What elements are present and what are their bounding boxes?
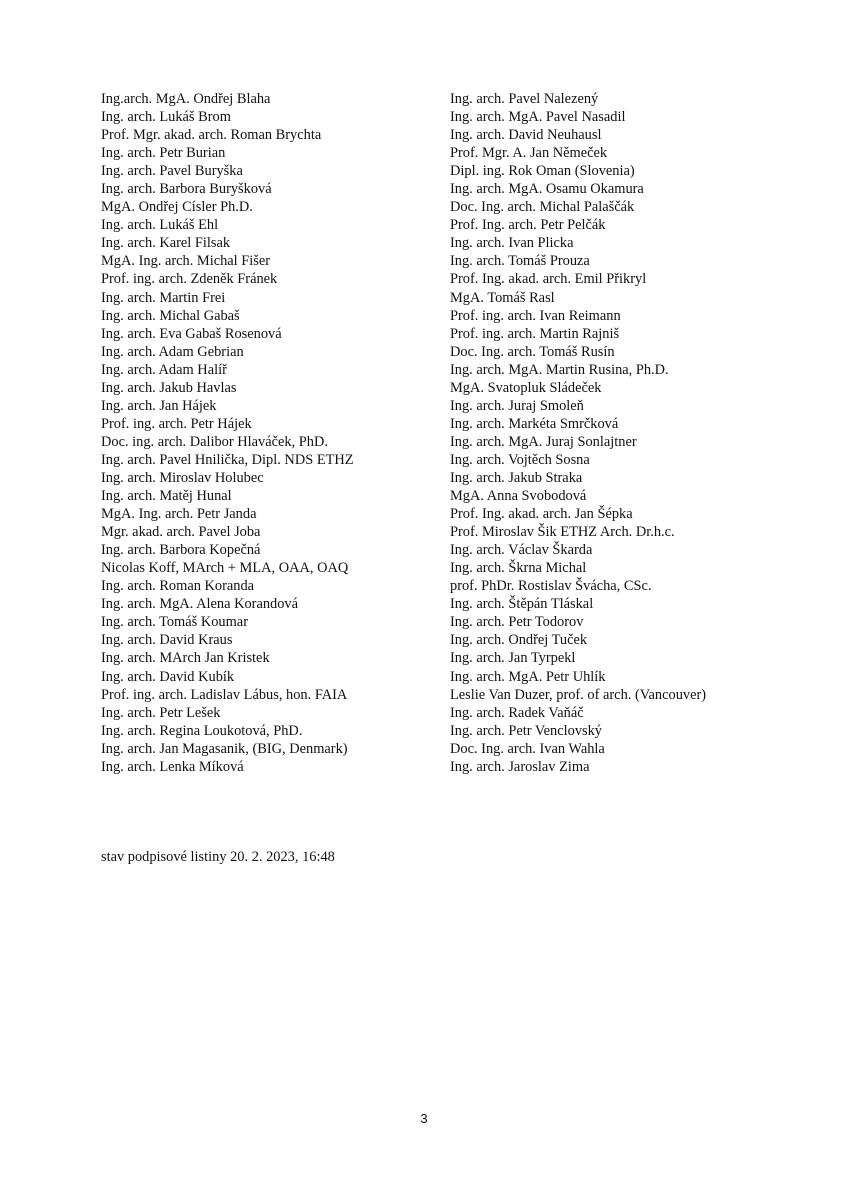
signatory-name: Ing. arch. Pavel Buryška — [101, 163, 243, 180]
signatory-name: Ing. arch. Petr Burian — [101, 145, 226, 162]
signatory-name: Ing. arch. Roman Koranda — [101, 578, 255, 595]
signatory-name: Prof. ing. arch. Petr Hájek — [101, 415, 252, 432]
signatory-name: Ing. arch. MgA. Petr Uhlík — [450, 668, 606, 685]
signatory-name: Ing. arch. Lukáš Brom — [101, 109, 231, 126]
signatory-name: Ing. arch. Miroslav Holubec — [101, 469, 264, 486]
signatory-name: Ing. arch. Petr Venclovský — [450, 722, 602, 739]
signatory-name: Ing. arch. David Kraus — [101, 632, 233, 649]
signatory-name: Prof. ing. arch. Ivan Reimann — [450, 307, 621, 324]
signatory-name: MgA. Svatopluk Sládeček — [450, 379, 602, 396]
signatory-list-right — [450, 90, 830, 776]
signatory-name: prof. PhDr. Rostislav Švácha, CSc. — [450, 578, 652, 595]
signatory-name: Ing. arch. Regina Loukotová, PhD. — [101, 722, 303, 739]
signatory-name: Ing. arch. Jan Hájek — [101, 397, 217, 414]
signatory-name: Prof. Miroslav Šik ETHZ Arch. Dr.h.c. — [450, 524, 675, 541]
signatory-name: Ing. arch. Jan Tyrpekl — [450, 650, 576, 667]
signatory-name: Ing. arch. MgA. Osamu Okamura — [450, 181, 644, 198]
page-number: 3 — [420, 1111, 428, 1126]
signatory-name: MgA. Ing. arch. Petr Janda — [101, 506, 257, 523]
signatory-list-left — [101, 90, 441, 776]
signatory-name: Ing. arch. Tomáš Koumar — [101, 614, 248, 631]
signatory-name: Doc. Ing. arch. Tomáš Rusín — [450, 343, 615, 360]
signatory-name: Ing. arch. Václav Škarda — [450, 542, 593, 559]
signatory-name: Ing. arch. Pavel Hnilička, Dipl. NDS ETHZ — [101, 451, 354, 468]
signatory-name: Ing. arch. Štěpán Tláskal — [450, 596, 594, 613]
signatory-name: MgA. Anna Svobodová — [450, 488, 587, 505]
signatory-name: Ing. arch. Petr Lešek — [101, 704, 221, 721]
signatory-name: Prof. Mgr. akad. arch. Roman Brychta — [101, 127, 322, 144]
signatory-name: Doc. Ing. arch. Ivan Wahla — [450, 740, 605, 757]
signatory-name: MgA. Ondřej Císler Ph.D. — [101, 199, 253, 216]
signatory-name: Ing. arch. Jan Magasanik, (BIG, Denmark) — [101, 740, 348, 757]
signatory-name: Ing. arch. Adam Halíř — [101, 361, 227, 378]
signatory-name: Ing. arch. David Neuhausl — [450, 127, 602, 144]
signatory-name: Ing. arch. Tomáš Prouza — [450, 253, 590, 270]
signatory-name: Leslie Van Duzer, prof. of arch. (Vancouver) — [450, 686, 707, 703]
signatory-name: Ing. arch. MgA. Juraj Sonlajtner — [450, 433, 637, 450]
signatory-name: Ing. arch. MArch Jan Kristek — [101, 650, 270, 667]
signatory-name: Doc. Ing. arch. Michal Palaščák — [450, 199, 635, 216]
signatory-name: Mgr. akad. arch. Pavel Joba — [101, 524, 261, 541]
signatory-name: Ing. arch. Škrna Michal — [450, 560, 587, 577]
signatory-name: Prof. Mgr. A. Jan Němeček — [450, 145, 608, 162]
signatory-name: Ing. arch. Vojtěch Sosna — [450, 451, 590, 468]
signatory-name: Ing. arch. Markéta Smrčková — [450, 415, 619, 432]
signatory-name: Prof. ing. arch. Ladislav Lábus, hon. FAIA — [101, 686, 348, 703]
signatory-name: Ing. arch. Martin Frei — [101, 289, 226, 306]
signatory-name: Ing. arch. Lenka Míková — [101, 758, 244, 775]
signatory-name: Prof. Ing. arch. Petr Pelčák — [450, 217, 606, 234]
signatory-name: Ing. arch. Radek Vaňáč — [450, 704, 584, 721]
signatory-name: Ing. arch. Ivan Plicka — [450, 235, 574, 252]
signatory-name: Ing. arch. Matěj Hunal — [101, 488, 232, 505]
signatory-name: Ing. arch. Pavel Nalezený — [450, 91, 599, 107]
signatory-name: Ing. arch. Lukáš Ehl — [101, 217, 219, 234]
signatory-name: Ing. arch. MgA. Alena Korandová — [101, 596, 299, 613]
signature-list-status: stav podpisové listiny 20. 2. 2023, 16:48 — [101, 849, 335, 865]
signatory-name: Ing. arch. Karel Filsak — [101, 235, 231, 252]
signatory-name: Ing. arch. Ondřej Tuček — [450, 632, 588, 649]
signatory-name: Ing. arch. Michal Gabaš — [101, 307, 240, 324]
signatory-name: Doc. ing. arch. Dalibor Hlaváček, PhD. — [101, 433, 328, 450]
signatory-name: Prof. Ing. akad. arch. Emil Přikryl — [450, 271, 647, 288]
signatory-name: Ing. arch. Jaroslav Zima — [450, 758, 590, 775]
signatory-name: Ing. arch. Jakub Straka — [450, 469, 583, 486]
signatory-name: Ing. arch. Adam Gebrian — [101, 343, 244, 360]
signatory-name: Nicolas Koff, MArch + MLA, OAA, OAQ — [101, 560, 349, 577]
signatory-name: Ing. arch. Barbora Buryšková — [101, 181, 272, 198]
signatory-name: Ing. arch. Petr Todorov — [450, 614, 584, 631]
signatory-name: Dipl. ing. Rok Oman (Slovenia) — [450, 163, 635, 180]
signatory-name: Ing. arch. MgA. Pavel Nasadil — [450, 109, 626, 126]
signatory-name: MgA. Ing. arch. Michal Fišer — [101, 253, 271, 270]
signatory-name: Ing.arch. MgA. Ondřej Blaha — [101, 91, 271, 107]
signatory-name: Ing. arch. David Kubík — [101, 668, 235, 685]
signatory-name: Ing. arch. Barbora Kopečná — [101, 542, 261, 559]
signatory-name: MgA. Tomáš Rasl — [450, 289, 555, 306]
signatory-name: Prof. Ing. akad. arch. Jan Šépka — [450, 506, 633, 523]
signatory-name: Ing. arch. Eva Gabaš Rosenová — [101, 325, 282, 342]
signatory-name: Prof. ing. arch. Zdeněk Fránek — [101, 271, 278, 288]
signatory-name: Ing. arch. Jakub Havlas — [101, 379, 237, 396]
signatory-name: Ing. arch. Juraj Smoleň — [450, 397, 584, 414]
signatory-name: Ing. arch. MgA. Martin Rusina, Ph.D. — [450, 361, 669, 378]
signatory-name: Prof. ing. arch. Martin Rajniš — [450, 325, 620, 342]
